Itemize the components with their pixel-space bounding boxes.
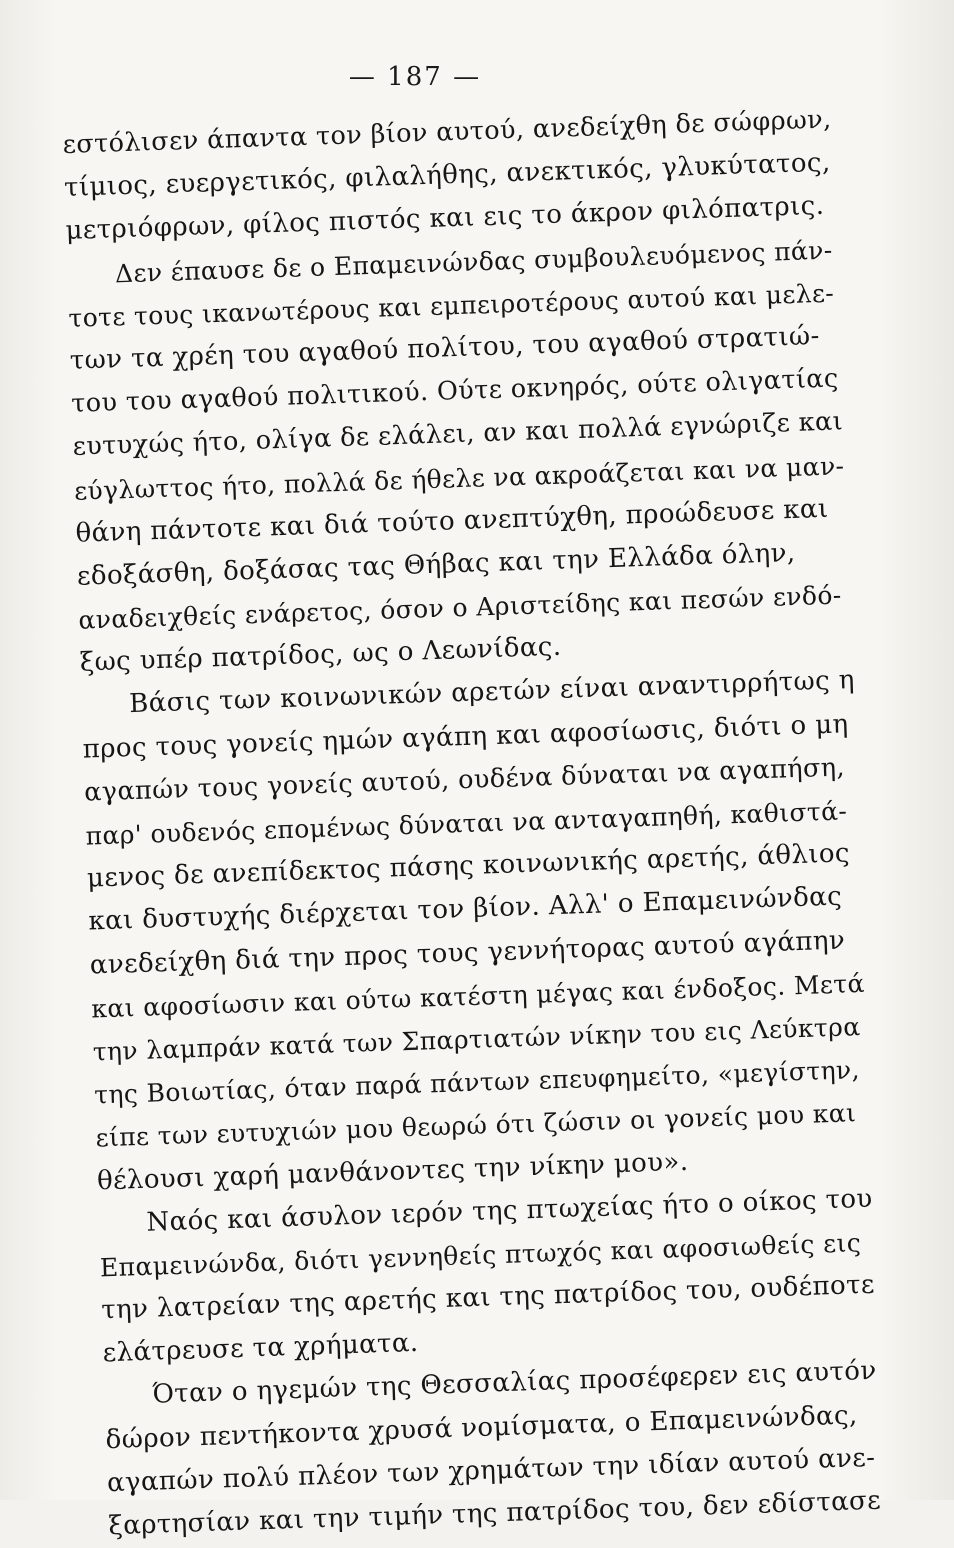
text-line: εστόλισεν άπαντα τον βίον αυτού, ανεδείχθη δε σώφρων,: [62, 104, 833, 160]
text-line: τίμιος, ευεργετικός, φιλαλήθης, ανεκτικός, γλυκύτατος,: [63, 147, 831, 204]
text-line: και δυστυχής διέρχεται τον βίον. Αλλ' ο Επαμεινώνδας: [87, 881, 843, 937]
text-line: θάνη πάντοτε και διά τούτο ανεπτύχθη, προώδευσε και: [75, 493, 829, 549]
text-line: ευτυχώς ήτο, ολίγα δε ελάλει, αν και πολλά εγνώριζε και: [72, 406, 844, 463]
text-line: Ναός και άσυλον ιερόν της πτωχείας ήτο ο οίκος του: [145, 1183, 874, 1238]
text-line: προς τους γονείς ημών αγάπη και αφοσίωσις, διότι ο μη: [82, 708, 849, 765]
text-line: Βάσις των κοινωνικών αρετών είναι αναντιρρήτως η: [128, 665, 856, 720]
text-line: των τα χρέη του αγαθού πολίτου, του αγαθού στρατιώ-: [69, 320, 821, 376]
text-line: αναδειχθείς ενάρετος, όσον ο Αριστείδης και πεσών ενδό-: [77, 580, 843, 635]
text-line: ανεδείχθη διά την προς τους γεννήτορας αυτού αγάπην: [89, 925, 846, 981]
text-line: ξαρτησίαν και την τιμήν της πατρίδος του, δεν εδίστασε: [108, 1485, 882, 1542]
page-number: — 187 —: [348, 62, 482, 92]
text-line: δώρον πεντήκοντα χρυσά νομίσματα, ο Επαμεινώνδας,: [105, 1399, 859, 1455]
text-line: μενος δε ανεπίδεκτος πάσης κοινωνικής αρετής, άθλιος: [86, 838, 851, 894]
text-line: Όταν ο ηγεμών της Θεσσαλίας προσέφερεν εις αυτόν: [151, 1356, 878, 1411]
text-line: Επαμεινώνδα, διότι γεννηθείς πτωχός και αφοσιωθείς εις: [99, 1228, 862, 1283]
body-text: [62, 98, 884, 1548]
text-line: αγαπών τους γονείς αυτού, ουδένα δύναται να αγαπήση,: [83, 752, 846, 808]
text-line: ξως υπέρ πατρίδος, ως ο Λεωνίδας.: [79, 631, 562, 678]
text-line: μετριόφρων, φίλος πιστός και εις το άκρον φιλόπατρις.: [65, 191, 825, 247]
text-line: την λαμπράν κατά των Σπαρτιατών νίκην του εις Λεύκτρα: [92, 1011, 861, 1067]
text-line: και αφοσίωσιν και ούτω κατέστη μέγας και ένδοξος. Μετά: [90, 968, 866, 1024]
text-line: του του αγαθού πολιτικού. Ούτε οκνηρός, ούτε ολιγατίας: [70, 363, 840, 419]
text-line: είπε των ευτυχιών μου θεωρώ ότι ζώσιν οι γονείς μου και: [95, 1098, 857, 1153]
text-line: Δεν έπαυσε δε ο Επαμεινώνδας συμβουλευόμενος πάν-: [114, 235, 834, 288]
text-line: τοτε τους ικανωτέρους και εμπειροτέρους αυτού και μελε-: [67, 278, 835, 333]
text-line: αγαπών πολύ πλέον των χρημάτων την ιδίαν αυτού ανε-: [106, 1442, 876, 1499]
text-line: εύγλωττος ήτο, πολλά δε ήθελε να ακροάζεται και να μαν-: [73, 450, 845, 506]
text-line: της Βοιωτίας, όταν παρά πάντων επευφημείτο, «μεγίστην,: [93, 1055, 861, 1110]
text-line: ελάτρευσε τα χρήματα.: [102, 1328, 419, 1369]
text-line: παρ' ουδενός επομένως δύναται να ανταγαπηθή, καθιστά-: [85, 796, 848, 851]
text-line: την λατρείαν της αρετής και της πατρίδος του, ουδέποτε: [100, 1269, 876, 1326]
text-line: εδοξάσθη, δοξάσας τας Θήβας και την Ελλάδα όλην,: [76, 537, 796, 592]
text-line: θέλουσι χαρή μανθάνοντες την νίκην μου».: [96, 1146, 689, 1196]
